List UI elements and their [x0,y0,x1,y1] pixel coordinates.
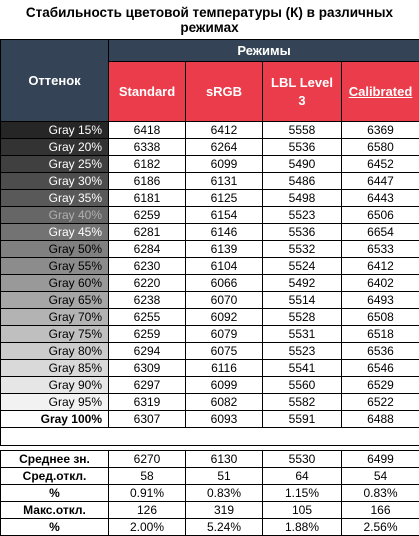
value-cell: 6493 [342,292,419,309]
value-cell: 6580 [342,139,419,156]
shade-label: Gray 80% [1,343,109,360]
table-row [1,224,419,241]
table-row [1,258,419,275]
value-cell: 6284 [109,241,186,258]
value-cell: 6522 [342,394,419,411]
table-row [1,343,419,360]
shade-label: Gray 45% [1,224,109,241]
value-cell: 6181 [109,190,186,207]
value-cell: 6281 [109,224,186,241]
value-cell: 6533 [342,241,419,258]
value-cell: 6220 [109,275,186,292]
value-cell: 6131 [186,173,263,190]
mode-header-srgb: sRGB [186,62,263,122]
table-row [1,156,419,173]
value-cell: 6099 [186,377,263,394]
value-cell: 6182 [109,156,186,173]
value-cell: 5560 [263,377,342,394]
value-cell: 6093 [186,411,263,428]
stat-value-cell: 6270 [109,451,186,468]
value-cell: 5514 [263,292,342,309]
stats-row [1,485,419,502]
value-cell: 5532 [263,241,342,258]
value-cell: 6099 [186,156,263,173]
value-cell: 6319 [109,394,186,411]
value-cell: 6369 [342,122,419,139]
value-cell: 6079 [186,326,263,343]
stat-label: % [1,519,109,536]
value-cell: 6238 [109,292,186,309]
value-cell: 6654 [342,224,419,241]
shade-label: Gray 65% [1,292,109,309]
stat-value-cell: 1.88% [263,519,342,536]
value-cell: 6259 [109,207,186,224]
value-cell: 6529 [342,377,419,394]
value-cell: 6518 [342,326,419,343]
value-cell: 6297 [109,377,186,394]
table-row [1,360,419,377]
stat-label: % [1,485,109,502]
value-cell: 5536 [263,139,342,156]
table-row [1,173,419,190]
value-cell: 6154 [186,207,263,224]
stat-value-cell: 54 [342,468,419,485]
stat-value-cell: 5.24% [186,519,263,536]
value-cell: 6259 [109,326,186,343]
table-row [1,377,419,394]
value-cell: 6186 [109,173,186,190]
value-cell: 6146 [186,224,263,241]
value-cell: 5492 [263,275,342,292]
table-row [1,190,419,207]
value-cell: 6418 [109,122,186,139]
stat-value-cell: 166 [342,502,419,519]
value-cell: 5582 [263,394,342,411]
table-row [1,241,419,258]
shade-label: Gray 30% [1,173,109,190]
mode-header-calibrated: Calibrated [342,62,419,122]
color-temperature-table [0,39,419,536]
value-cell: 5558 [263,122,342,139]
value-cell: 5591 [263,411,342,428]
stat-value-cell: 6499 [342,451,419,468]
stat-value-cell: 2.00% [109,519,186,536]
stat-label: Среднее зн. [1,451,109,468]
stats-row [1,502,419,519]
value-cell: 6338 [109,139,186,156]
table-row [1,139,419,156]
stat-value-cell: 105 [263,502,342,519]
value-cell: 6139 [186,241,263,258]
shade-label: Gray 95% [1,394,109,411]
value-cell: 6412 [342,258,419,275]
value-cell: 6066 [186,275,263,292]
value-cell: 6294 [109,343,186,360]
table-row [1,275,419,292]
table-row [1,309,419,326]
shade-label: Gray 55% [1,258,109,275]
spacer-row [1,428,419,446]
mode-header-lbl: LBL Level 3 [263,62,342,122]
value-cell: 6506 [342,207,419,224]
stat-value-cell: 2.56% [342,519,419,536]
stat-value-cell: 0.83% [342,485,419,502]
stat-value-cell: 51 [186,468,263,485]
value-cell: 6307 [109,411,186,428]
value-cell: 6546 [342,360,419,377]
value-cell: 6070 [186,292,263,309]
value-cell: 6309 [109,360,186,377]
stat-value-cell: 0.83% [186,485,263,502]
stat-value-cell: 64 [263,468,342,485]
stats-row [1,519,419,536]
table-title: Стабильность цветовой температуры (К) в различных режимах [0,0,419,39]
stat-value-cell: 5530 [263,451,342,468]
table-row [1,394,419,411]
stat-value-cell: 6130 [186,451,263,468]
modes-header: Режимы [109,40,419,62]
table-row [1,411,419,428]
table-spacer [1,428,419,451]
value-cell: 6536 [342,343,419,360]
shade-label: Gray 60% [1,275,109,292]
value-cell: 6230 [109,258,186,275]
value-cell: 6075 [186,343,263,360]
stat-label: Макс.откл. [1,502,109,519]
stats-row [1,468,419,485]
value-cell: 6264 [186,139,263,156]
value-cell: 6488 [342,411,419,428]
value-cell: 5523 [263,343,342,360]
shade-label: Gray 90% [1,377,109,394]
value-cell: 6255 [109,309,186,326]
table-row [1,326,419,343]
value-cell: 5523 [263,207,342,224]
shade-label: Gray 40% [1,207,109,224]
value-cell: 5490 [263,156,342,173]
shade-label: Gray 100% [1,411,109,428]
mode-header-standard: Standard [109,62,186,122]
shade-label: Gray 15% [1,122,109,139]
table-row [1,122,419,139]
shade-label: Gray 50% [1,241,109,258]
value-cell: 6443 [342,190,419,207]
value-cell: 6412 [186,122,263,139]
stats-rows [1,451,419,536]
shade-label: Gray 35% [1,190,109,207]
value-cell: 5498 [263,190,342,207]
shade-label: Gray 85% [1,360,109,377]
value-cell: 6104 [186,258,263,275]
stats-row [1,451,419,468]
value-cell: 6092 [186,309,263,326]
value-cell: 6082 [186,394,263,411]
shade-label: Gray 75% [1,326,109,343]
shade-label: Gray 70% [1,309,109,326]
value-cell: 6447 [342,173,419,190]
value-cell: 5486 [263,173,342,190]
gray-rows [1,122,419,428]
stat-value-cell: 58 [109,468,186,485]
value-cell: 6402 [342,275,419,292]
value-cell: 5524 [263,258,342,275]
value-cell: 6125 [186,190,263,207]
value-cell: 5536 [263,224,342,241]
shade-header: Оттенок [1,40,109,122]
stat-value-cell: 319 [186,502,263,519]
value-cell: 6508 [342,309,419,326]
value-cell: 6452 [342,156,419,173]
value-cell: 5541 [263,360,342,377]
table-row [1,292,419,309]
table-row [1,207,419,224]
shade-label: Gray 20% [1,139,109,156]
shade-label: Gray 25% [1,156,109,173]
stat-value-cell: 1.15% [263,485,342,502]
value-cell: 5531 [263,326,342,343]
stat-value-cell: 0.91% [109,485,186,502]
stat-label: Сред.откл. [1,468,109,485]
stat-value-cell: 126 [109,502,186,519]
value-cell: 5528 [263,309,342,326]
value-cell: 6116 [186,360,263,377]
